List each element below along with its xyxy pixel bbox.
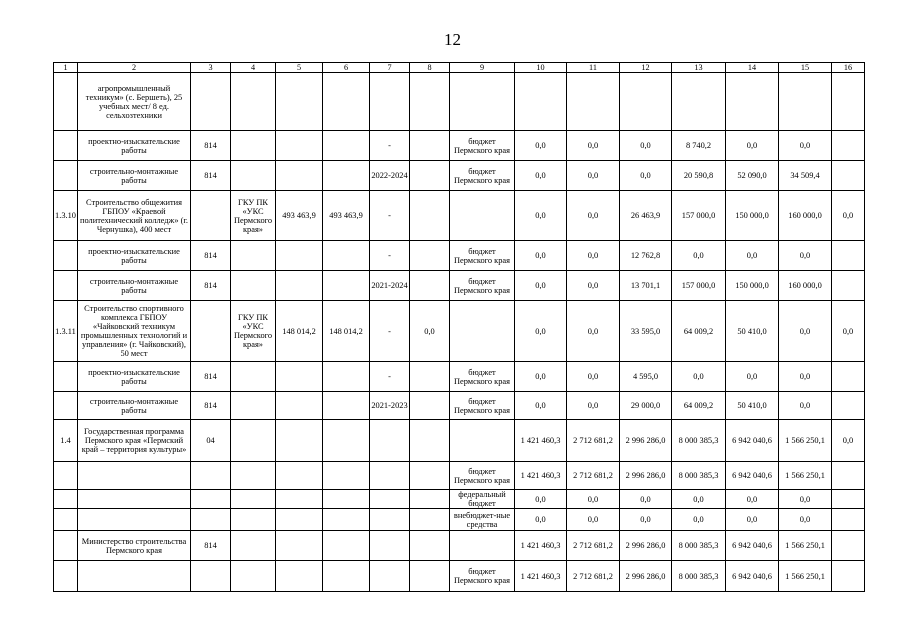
table-cell: 493 463,9 (276, 191, 323, 241)
table-cell (410, 490, 450, 509)
table-cell (231, 131, 276, 161)
table-cell: 1 566 250,1 (779, 462, 832, 490)
table-cell: - (370, 131, 410, 161)
table-cell (231, 271, 276, 301)
table-cell: 0,0 (567, 271, 620, 301)
table-cell (323, 490, 370, 509)
table-cell (323, 420, 370, 462)
table-cell (191, 462, 231, 490)
table-cell: бюджет Пермского края (450, 161, 515, 191)
table-cell (410, 161, 450, 191)
table-cell (832, 561, 865, 592)
table-cell: 2 712 681,2 (567, 561, 620, 592)
table-cell (276, 509, 323, 531)
table-cell (323, 73, 370, 131)
table-cell: Государственная программа Пермского края «Пермский край – территория культуры» (78, 420, 191, 462)
table-cell (832, 490, 865, 509)
table-cell: 160 000,0 (779, 271, 832, 301)
table-cell: 52 090,0 (726, 161, 779, 191)
table-row (54, 191, 865, 241)
col-number: 2 (78, 63, 191, 73)
table-cell (323, 392, 370, 420)
table-cell (370, 561, 410, 592)
table-cell: 0,0 (567, 241, 620, 271)
table-cell: 0,0 (567, 161, 620, 191)
table-cell: 2 996 286,0 (620, 420, 672, 462)
table-cell (191, 191, 231, 241)
table-cell: проектно-изыскательские работы (78, 241, 191, 271)
col-number: 9 (450, 63, 515, 73)
table-cell (231, 490, 276, 509)
table-cell: 2 996 286,0 (620, 531, 672, 561)
table-cell (832, 271, 865, 301)
table-cell: 814 (191, 362, 231, 392)
table-cell: 0,0 (726, 362, 779, 392)
table-cell: 1.4 (54, 420, 78, 462)
col-number: 16 (832, 63, 865, 73)
table-cell: 1 421 460,3 (515, 462, 567, 490)
col-number: 1 (54, 63, 78, 73)
table-cell: 1 566 250,1 (779, 561, 832, 592)
table-cell (410, 420, 450, 462)
table-cell: 0,0 (515, 392, 567, 420)
table-cell: 1.3.11 (54, 301, 78, 362)
table-cell: 160 000,0 (779, 191, 832, 241)
table-cell: 0,0 (672, 362, 726, 392)
table-cell (832, 509, 865, 531)
table-cell: 493 463,9 (323, 191, 370, 241)
table-cell (323, 161, 370, 191)
col-number: 12 (620, 63, 672, 73)
table-cell: проектно-изыскательские работы (78, 362, 191, 392)
col-number: 7 (370, 63, 410, 73)
table-cell: 0,0 (515, 362, 567, 392)
table-cell (832, 531, 865, 561)
table-cell: 0,0 (567, 509, 620, 531)
table-cell (323, 531, 370, 561)
table-cell (276, 131, 323, 161)
table-cell (78, 462, 191, 490)
table-cell: бюджет Пермского края (450, 241, 515, 271)
table-cell (54, 131, 78, 161)
table-cell (410, 241, 450, 271)
table-cell: 0,0 (620, 161, 672, 191)
table-cell (410, 191, 450, 241)
table-cell (276, 392, 323, 420)
table-cell (276, 490, 323, 509)
table-cell: 8 000 385,3 (672, 462, 726, 490)
table-cell (54, 490, 78, 509)
table-cell (832, 462, 865, 490)
table-cell: 0,0 (832, 301, 865, 362)
table-cell (410, 462, 450, 490)
col-number: 15 (779, 63, 832, 73)
table-cell: 26 463,9 (620, 191, 672, 241)
table-cell (78, 490, 191, 509)
table-cell: 1.3.10 (54, 191, 78, 241)
table-cell: бюджет Пермского края (450, 271, 515, 301)
table-cell: 4 595,0 (620, 362, 672, 392)
table-cell: 0,0 (515, 301, 567, 362)
table-cell: 0,0 (410, 301, 450, 362)
table-cell (54, 271, 78, 301)
table-cell: 0,0 (779, 392, 832, 420)
table-cell: 6 942 040,6 (726, 531, 779, 561)
table-cell: 04 (191, 420, 231, 462)
table-cell: строительно-монтажные работы (78, 161, 191, 191)
table-cell: 0,0 (832, 420, 865, 462)
table-cell: 0,0 (779, 490, 832, 509)
table-cell: - (370, 362, 410, 392)
table-cell: 12 762,8 (620, 241, 672, 271)
table-cell: 8 000 385,3 (672, 420, 726, 462)
table-cell: 0,0 (567, 490, 620, 509)
table-cell (410, 73, 450, 131)
table-row (54, 561, 865, 592)
table-cell (410, 392, 450, 420)
table-cell (323, 241, 370, 271)
table-cell: строительно-монтажные работы (78, 392, 191, 420)
col-number: 13 (672, 63, 726, 73)
table-cell: 2 712 681,2 (567, 420, 620, 462)
table-cell (276, 362, 323, 392)
table-cell: 0,0 (672, 490, 726, 509)
table-cell (231, 241, 276, 271)
table-row (54, 531, 865, 561)
table-cell: 2 996 286,0 (620, 561, 672, 592)
table-row (54, 241, 865, 271)
table-cell (231, 561, 276, 592)
table-cell (370, 490, 410, 509)
table-cell (450, 73, 515, 131)
table-cell (323, 271, 370, 301)
table-cell (726, 73, 779, 131)
table-cell (323, 131, 370, 161)
table-cell: 1 421 460,3 (515, 561, 567, 592)
table-cell (672, 73, 726, 131)
table-cell: 1 566 250,1 (779, 531, 832, 561)
table-row (54, 490, 865, 509)
table-cell (832, 241, 865, 271)
table-cell: - (370, 191, 410, 241)
table-cell (410, 271, 450, 301)
table-cell: 0,0 (515, 241, 567, 271)
col-number: 4 (231, 63, 276, 73)
column-number-row (54, 63, 865, 73)
table-cell (231, 392, 276, 420)
table-row (54, 271, 865, 301)
table-cell (276, 161, 323, 191)
table-cell: 2021-2024 (370, 271, 410, 301)
table-cell (54, 462, 78, 490)
table-cell: 29 000,0 (620, 392, 672, 420)
table-cell: Строительство спортивного комплекса ГБПОУ «Чайковский техникум промышленных технологий и управления» (г. Чайковский), 50 мест (78, 301, 191, 362)
table-row (54, 392, 865, 420)
table-cell: 0,0 (515, 191, 567, 241)
table-row (54, 462, 865, 490)
table-cell: 64 009,2 (672, 392, 726, 420)
table-cell: 157 000,0 (672, 191, 726, 241)
table-cell: 150 000,0 (726, 191, 779, 241)
table-cell: 0,0 (832, 191, 865, 241)
table-cell (276, 271, 323, 301)
table-cell (832, 131, 865, 161)
table-cell: 0,0 (567, 301, 620, 362)
table-cell: 8 000 385,3 (672, 531, 726, 561)
table-row (54, 509, 865, 531)
table-cell: 0,0 (726, 490, 779, 509)
table-cell (276, 462, 323, 490)
table-cell (832, 392, 865, 420)
table-cell (54, 561, 78, 592)
table-cell: 0,0 (779, 241, 832, 271)
col-number: 11 (567, 63, 620, 73)
table-cell (276, 561, 323, 592)
table-cell (231, 420, 276, 462)
table-cell (54, 241, 78, 271)
table-cell (231, 531, 276, 561)
table-cell: ГКУ ПК «УКС Пермского края» (231, 191, 276, 241)
table-cell (231, 362, 276, 392)
table-cell: 0,0 (672, 241, 726, 271)
table-cell: 0,0 (515, 161, 567, 191)
table-cell (231, 73, 276, 131)
table-cell (779, 73, 832, 131)
table-cell (620, 73, 672, 131)
table-cell (276, 531, 323, 561)
table-cell: 814 (191, 531, 231, 561)
table-cell (370, 531, 410, 561)
table-cell: 0,0 (515, 509, 567, 531)
table-cell: 0,0 (515, 271, 567, 301)
table-cell: 0,0 (567, 131, 620, 161)
table-cell: 150 000,0 (726, 271, 779, 301)
page-number: 12 (444, 30, 461, 49)
table-cell: 2 712 681,2 (567, 462, 620, 490)
table-cell: 2 712 681,2 (567, 531, 620, 561)
table-cell: бюджет Пермского края (450, 561, 515, 592)
table-cell (410, 362, 450, 392)
table-cell (231, 462, 276, 490)
table-cell: бюджет Пермского края (450, 362, 515, 392)
table-cell (370, 462, 410, 490)
table-cell (54, 73, 78, 131)
table-cell (191, 490, 231, 509)
table-cell: проектно-изыскательские работы (78, 131, 191, 161)
table-cell: внебюджет-ные средства (450, 509, 515, 531)
table-cell: - (370, 301, 410, 362)
table-cell: 0,0 (620, 131, 672, 161)
table-cell: бюджет Пермского края (450, 131, 515, 161)
table-cell: 0,0 (726, 509, 779, 531)
table-cell: 2 996 286,0 (620, 462, 672, 490)
table-cell: ГКУ ПК «УКС Пермского края» (231, 301, 276, 362)
table-cell (323, 509, 370, 531)
table-row (54, 362, 865, 392)
table-cell (567, 73, 620, 131)
table-cell: Строительство общежития ГБПОУ «Краевой политехнический колледж» (г. Чернушка), 400 мест (78, 191, 191, 241)
col-number: 8 (410, 63, 450, 73)
table-cell (54, 161, 78, 191)
table-cell: 1 421 460,3 (515, 531, 567, 561)
table-cell (323, 462, 370, 490)
table-cell: 0,0 (726, 131, 779, 161)
table-cell (54, 531, 78, 561)
table-cell: 0,0 (726, 241, 779, 271)
table-cell (410, 131, 450, 161)
table-cell: - (370, 241, 410, 271)
table-cell (276, 420, 323, 462)
table-cell: 8 740,2 (672, 131, 726, 161)
table-cell: 50 410,0 (726, 392, 779, 420)
table-cell: 814 (191, 161, 231, 191)
table-cell: бюджет Пермского края (450, 462, 515, 490)
col-number: 3 (191, 63, 231, 73)
table-cell: 814 (191, 271, 231, 301)
table-cell: 157 000,0 (672, 271, 726, 301)
table-row (54, 301, 865, 362)
table-cell (450, 301, 515, 362)
table-cell: 148 014,2 (323, 301, 370, 362)
table-cell (832, 362, 865, 392)
table-cell (410, 509, 450, 531)
table-cell: 814 (191, 131, 231, 161)
table-cell: 6 942 040,6 (726, 561, 779, 592)
col-number: 14 (726, 63, 779, 73)
table-cell (410, 561, 450, 592)
table-cell: 2021-2023 (370, 392, 410, 420)
table-cell (54, 392, 78, 420)
table-cell (370, 509, 410, 531)
table-cell (191, 73, 231, 131)
table-cell: 0,0 (515, 131, 567, 161)
table-cell: 8 000 385,3 (672, 561, 726, 592)
table-cell: бюджет Пермского края (450, 392, 515, 420)
table-row (54, 73, 865, 131)
table-cell: 0,0 (515, 490, 567, 509)
table-row (54, 420, 865, 462)
table-cell: 814 (191, 241, 231, 271)
table-cell: 20 590,8 (672, 161, 726, 191)
table-cell: 0,0 (779, 362, 832, 392)
table-cell: 13 701,1 (620, 271, 672, 301)
table-cell (323, 362, 370, 392)
table-cell: агропромышленный техникум» (с. Бершеть), 25 учебных мест/ 8 ед. сельхозтехники (78, 73, 191, 131)
table-cell: 6 942 040,6 (726, 420, 779, 462)
table-cell (191, 561, 231, 592)
table-cell: 50 410,0 (726, 301, 779, 362)
table-cell (231, 509, 276, 531)
table-cell (78, 509, 191, 531)
table-cell (450, 531, 515, 561)
table-cell (515, 73, 567, 131)
table-cell: 1 421 460,3 (515, 420, 567, 462)
table-cell: 0,0 (779, 131, 832, 161)
table-cell: 0,0 (567, 392, 620, 420)
table-cell (450, 191, 515, 241)
table-cell: 0,0 (779, 509, 832, 531)
table-cell: 0,0 (672, 509, 726, 531)
table-cell: федеральный бюджет (450, 490, 515, 509)
col-number: 6 (323, 63, 370, 73)
table-cell (370, 420, 410, 462)
table-cell (832, 73, 865, 131)
table-cell (231, 161, 276, 191)
table-cell: 6 942 040,6 (726, 462, 779, 490)
table-cell: 0,0 (620, 490, 672, 509)
table-cell (276, 73, 323, 131)
table-cell: 0,0 (620, 509, 672, 531)
budget-table (53, 62, 865, 592)
table-cell: строительно-монтажные работы (78, 271, 191, 301)
table-row (54, 131, 865, 161)
table-cell (276, 241, 323, 271)
col-number: 10 (515, 63, 567, 73)
table-cell: 148 014,2 (276, 301, 323, 362)
table-cell (323, 561, 370, 592)
table-cell (78, 561, 191, 592)
table-cell: 814 (191, 392, 231, 420)
table-cell (191, 509, 231, 531)
table-cell (54, 509, 78, 531)
table-row (54, 161, 865, 191)
table-cell (450, 420, 515, 462)
table-cell: 1 566 250,1 (779, 420, 832, 462)
table-cell: Министерство строительства Пермского края (78, 531, 191, 561)
table-cell: 34 509,4 (779, 161, 832, 191)
table-cell (191, 301, 231, 362)
table-cell: 0,0 (567, 362, 620, 392)
table-cell (410, 531, 450, 561)
table-cell (370, 73, 410, 131)
table-cell: 0,0 (567, 191, 620, 241)
table-cell: 0,0 (779, 301, 832, 362)
table-cell: 2022-2024 (370, 161, 410, 191)
col-number: 5 (276, 63, 323, 73)
table-cell (832, 161, 865, 191)
table-cell: 33 595,0 (620, 301, 672, 362)
table-cell (54, 362, 78, 392)
table-cell: 64 009,2 (672, 301, 726, 362)
